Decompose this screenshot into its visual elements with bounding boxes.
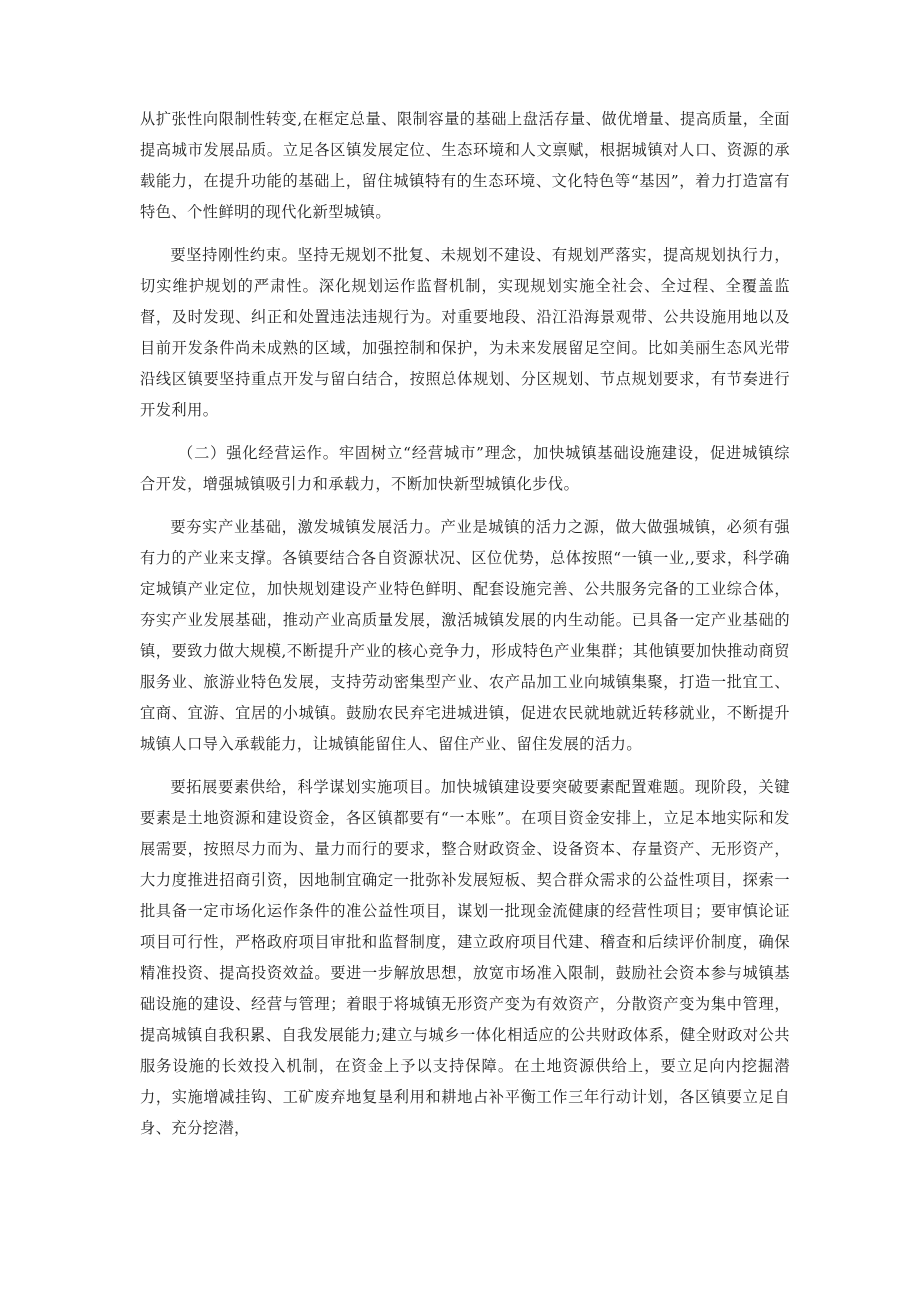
paragraph-industrial-foundation: 要夯实产业基础，激发城镇发展活力。产业是城镇的活力之源，做大做强城镇，必须有强有力的产业来支撑。各镇要结合各自资源状况、区位优势，总体按照“一镇一业,,要求，科学确定城镇产业定位，加快规划建设产业特色鲜明、配套设施完善、公共服务完备的工业综合体，夯实产业发展基础，推动产业高质量发展，激活城镇发展的内生动能。已具备一定产业基础的镇，要致力做大规模,不断提升产业的核心竞争力，形成特色产业集群；其他镇要加快推动商贸服务业、旅游业特色发展，支持劳动密集型产业、农产品加工业向城镇集聚，打造一批宜工、宜商、宜游、宜居的小城镇。鼓励农民弃宅进城进镇，促进农民就地就近转移就业，不断提升城镇人口导入承载能力，让城镇能留住人、留住产业、留住发展的活力。 <box>140 518 790 753</box>
paragraph-planning-transition: 从扩张性向限制性转变,在框定总量、限制容量的基础上盘活存量、做优增量、提高质量，全面提高城市发展品质。立足各区镇发展定位、生态环境和人文禀赋，根据城镇对人口、资源的承载能力，在提升功能的基础上，留住城镇特有的生态环境、文化特色等“基因”，着力打造富有特色、个性鲜明的现代化新型城镇。 <box>140 110 790 221</box>
paragraph-rigid-constraint: 要坚持刚性约束。坚持无规划不批复、未规划不建设、有规划严落实，提高规划执行力，切实维护规划的严肃性。深化规划运作监督机制，实现规划实施全社会、全过程、全覆盖监督，及时发现、纠正和处置违法违规行为。对重要地段、沿江沿海景观带、公共设施用地以及目前开发条件尚未成熟的区域，加强控制和保护，为未来发展留足空间。比如美丽生态风光带沿线区镇要坚持重点开发与留白结合，按照总体规划、分区规划、节点规划要求，有节奏进行开发利用。 <box>140 246 790 419</box>
paragraph-factor-supply: 要拓展要素供给，科学谋划实施项目。加快城镇建设要突破要素配置难题。现阶段，关键要素是土地资源和建设资金，各区镇都要有“一本账”。在项目资金安排上，立足本地实际和发展需要，按照尽力而为、量力而行的要求，整合财政资金、设备资本、存量资产、无形资产，大力度推进招商引资，因地制宜确定一批弥补发展短板、契合群众需求的公益性项目，探索一批具备一定市场化运作条件的准公益性项目，谋划一批现金流健康的经营性项目；要审慎论证项目可行性，严格政府项目审批和监督制度，建立政府项目代建、稽查和后续评价制度，确保精准投资、提高投资效益。要进一步解放思想，放宽市场准入限制，鼓励社会资本参与城镇基础设施的建设、经营与管理；着眼于将城镇无形资产变为有效资产，分散资产变为集中管理，提高城镇自我积累、自我发展能力;建立与城乡一体化相适应的公共财政体系，健全财政对公共服务设施的长效投入机制，在资金上予以支持保障。在土地资源供给上，要立足向内挖掘潜力，实施增减挂钩、工矿废弃地复垦利用和耕地占补平衡工作三年行动计划，各区镇要立足自身、充分挖潜， <box>140 778 790 1137</box>
paragraph-section-heading-operation: （二）强化经营运作。牢固树立“经营城市”理念，加快城镇基础设施建设，促进城镇综合开发，增强城镇吸引力和承载力，不断加快新型城镇化步伐。 <box>140 444 790 493</box>
document-body <box>140 104 790 1156</box>
